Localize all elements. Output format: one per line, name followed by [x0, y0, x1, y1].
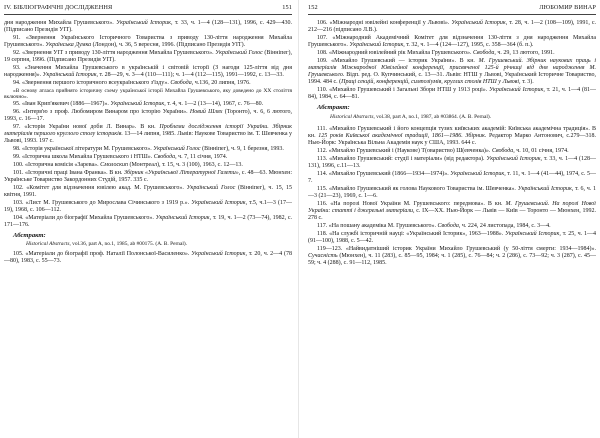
- entry-text: 100. «Історична комісія «Зарева».: [13, 161, 101, 168]
- bibliography-entry: [308, 156, 596, 170]
- abstract-source-journal: Historical Abstracts,: [26, 241, 71, 247]
- bibliography-entry: [308, 223, 596, 230]
- entry-source: Український Голос: [153, 146, 201, 153]
- bibliography-entry: [4, 35, 292, 49]
- bibliography-entry: [4, 124, 292, 146]
- running-head-left: [4, 3, 292, 15]
- bibliography-entry: [4, 20, 292, 34]
- entry-details: т. 33, ч. 1—4 (128—131), 1996, с. 429—430. (Підписано Президія УІТ).: [4, 20, 292, 34]
- abstract-label-right: Абстракт:: [317, 104, 350, 112]
- entry-details: т. 11, ч. 1—4 (41—44), 1974, с. 5—7.: [308, 170, 596, 184]
- entry-details: 13—14 липня, 1985. Львів: Наукове Товариство ім. Т. Шевченка у Львові, 1993. 197 с.: [4, 131, 292, 145]
- abstract-label-left: Абстракт:: [13, 231, 46, 239]
- entry-details: ч. 7, 11 січня, 1974.: [176, 154, 228, 160]
- bibliography-entry: [308, 58, 596, 87]
- entry-text: 119—123. «Найвидатніший історик України Михайло Грушевський (у 50-ліття смерти: 1934—1984)».: [317, 245, 596, 252]
- entry-details: (Монтреал), т. 15, ч. 3 (100), 1963, с. 12—13.: [127, 161, 243, 168]
- entry-source: Український Історик,: [489, 87, 545, 94]
- entry-source: Український Історик,: [110, 101, 166, 108]
- left-page: [4, 0, 292, 438]
- entry-text: 96. «Інтерв'ю з проф. Любомиром Винаром про історію України».: [13, 109, 190, 115]
- entry-details: ч.136, 20 липня, 1976.: [193, 80, 251, 86]
- abstract-source-details: vol.36, part A, no.1, 1985, ab #00175. (A. B. Pernal).: [70, 241, 188, 247]
- section-title: IV. БІБЛІОГРАФІЧНІ ДОСЛІДЖЕННЯ: [4, 4, 113, 11]
- bibliography-entry: [308, 148, 596, 155]
- entry-details: ч. 10, 01 січня, 1974.: [514, 147, 569, 154]
- entry-details: (Лондон), ч. 36, 5 вересня, 1996. (Підписано Президія УІТ).: [91, 42, 246, 49]
- entry-source: Проблеми дослідження історії України. Збірник матеріалів першого круглого столу істориків.: [4, 124, 292, 138]
- entry-details: (Вінніпег), ч. 15, 15 квітня, 1991.: [4, 184, 292, 198]
- entry-details: ч. 29, 13 лютого, 1991.: [495, 50, 555, 56]
- bibliography-entry: [4, 80, 292, 87]
- entry-details: т. 28—29, ч. 3—4 (110—111); ч. 1—4 (112—115), 1991—1992, с. 13—33.: [98, 72, 284, 79]
- entry-details: (Торонто), ч. 6, 6 лютого, 1993, с. 16—17.: [4, 109, 292, 123]
- bibliography-entry: [308, 231, 596, 245]
- entry-text: 112. «Михайло Грушевський і (Наукове) Т(овариство) Ш(евченка)».: [317, 147, 492, 154]
- entry-text: 103. «Лист М. Грушевського до Мирослава Січинського з 1919 р.».: [13, 199, 192, 206]
- entry-source: Український Історик,: [486, 155, 543, 162]
- entry-text: 109. «Михайло Грушевський — історик України». В кн.: [317, 57, 479, 64]
- author-name: ЛЮБОМИР ВИНАР: [539, 4, 596, 11]
- entry-series-details: т. 3).: [520, 79, 534, 86]
- entry-text: 108. «Міжнародний ювілейний рік Михайла Грушевського».: [317, 50, 474, 56]
- entry-text: 105. «Матеріали до біографії проф. Наталії Полонської-Василенко».: [13, 250, 192, 257]
- bibliography-note: [4, 88, 292, 101]
- bibliography-entry: [4, 170, 292, 184]
- entry-source: Свобода,: [473, 50, 496, 56]
- bibliography-entry: [308, 246, 596, 268]
- entry-source: Свобода,: [153, 154, 177, 160]
- bibliography-entry: [4, 50, 292, 64]
- entry-source: Український Історик,: [517, 185, 574, 192]
- right-entries: [308, 20, 596, 102]
- bibliography-entry: [4, 146, 292, 153]
- entry-source: Українська Думка: [45, 42, 92, 49]
- bibliography-entry: [308, 201, 596, 223]
- entry-text: 114. «Михайло Грушевський (1866—1934—1974)».: [317, 170, 451, 177]
- entry-source: Новий Шлях: [189, 109, 223, 115]
- entry-text: 107. «Міжнародний Академічний Комітет для відзначення 130-ліття з дня народження Михайла Грушевського».: [308, 35, 596, 49]
- abstract-source-details: vol.38, part A, no.1, 1987, ab #03864. (A. B. Pernal).: [374, 113, 492, 120]
- entry-text: 113. «Михайло Грушевський: студії і матеріали» (від редактора).: [317, 155, 487, 162]
- entry-source: Український Голос: [186, 184, 236, 191]
- entry-text: 94. «Звернення першого історичного всеукраїнського з'їзду».: [13, 80, 171, 86]
- entry-details: т. 32, ч. 1—4 (124—127), 1995, с. 358—364 (б. п.).: [404, 42, 534, 49]
- bibliography-entry: [4, 65, 292, 79]
- entry-details: т. 4, ч. 1—2 (13—14), 1967, с. 76—80.: [165, 101, 264, 108]
- entry-source: М. Грушевський. Збірник наукових праць і матеріалів Міжнародної Ювілейної конференції, присвяченої 125-й річниці від дня народження М. Грушевського.: [308, 57, 596, 79]
- entry-text: 115. «Михайло Грушевський як голова Наукового Товариства ім. Шевченка».: [317, 185, 518, 192]
- entry-source: Український Історик,: [191, 250, 247, 257]
- left-entries: [4, 20, 292, 229]
- entry-source: Український Історик,: [42, 72, 99, 79]
- entry-source: Український Голос: [215, 50, 263, 56]
- entry-source: Свобода,: [491, 147, 515, 154]
- bibliography-entry: [308, 35, 596, 49]
- bibliography-entry: [308, 126, 596, 148]
- entry-details: Відп. ред. О. Купчинський, с. 13—31. Львів: НТШ у Львові, Український Історичне Товариство, 1994. 484 с. (: [308, 72, 596, 86]
- entry-details: т. 6, ч. 1—3 (21—23), 1969, с. 1—6.: [308, 185, 596, 199]
- right-entries-2: [308, 126, 596, 268]
- entry-details: (Вінніпег), 19 серпня, 1996. (Підписано Президія УІТ).: [4, 50, 292, 64]
- entry-text: 95. «Іван Крип'якевич (1886—1967)».: [13, 101, 111, 108]
- entry-source: Свобода,: [170, 80, 194, 86]
- entry-text: «В основу атласа прийнято історичну схему української історії Михайла Грушевського, яку доведено до XX століття включно».: [4, 87, 292, 101]
- entry-details: (Вінніпег), ч. 9, 1 березня, 1993.: [200, 146, 284, 153]
- entry-text: дня народження Михайла Грушевського».: [4, 20, 117, 26]
- entry-text: 110. «Михайло Грушевський і Загальні Збори НТШ у 1913 році».: [317, 87, 490, 94]
- entry-source: Український Історик,: [450, 170, 506, 177]
- entry-text: 91. «Звернення Українського Історичного Товариства з приводу 130-ліття народження Михайла Грушевського».: [4, 35, 292, 49]
- bibliography-entry: [4, 162, 292, 169]
- entry-series: Праці секцій, конференцій, симпозіумів, круглих столів НТШ у Львові,: [341, 79, 521, 86]
- abstract-source-journal: Historical Abstracts,: [330, 113, 375, 120]
- bibliography-entry: [4, 200, 292, 214]
- entry-text: 101. «Історичні праці Івана Франка». В кн.: [13, 169, 124, 176]
- entry-source: 125 років Київської академічної традиції, 1861—1986. Збірник.: [318, 132, 487, 139]
- bibliography-entry: [4, 215, 292, 229]
- page-number-right: 152: [308, 4, 318, 11]
- bibliography-entry: [308, 186, 596, 200]
- entry-details: т. 19, ч. 1—2 (73—74), 1982, с. 171—176.: [4, 214, 292, 228]
- entry-details: ч. 224, 24 листопада, 1984, с. 3—4.: [460, 222, 551, 229]
- entry-text: 118. «На службі історичній науці: «Український Історик», 1963—1988».: [317, 230, 506, 237]
- entry-source: Український Історик,: [116, 20, 173, 26]
- abstract-source-left: [26, 241, 292, 248]
- bibliography-entry: [308, 171, 596, 185]
- right-page: [308, 0, 596, 438]
- bibliography-entry: [308, 20, 596, 34]
- entry-text: 97. «Історія України нової доби Л. Винар». В кн.: [13, 124, 160, 130]
- entry-text: 116. «На порозі Нової України М. Грушевського: передмова». В кн.: [317, 200, 506, 207]
- entry-details: т. 21, ч. 1—4 (81—84), 1984, с. 64—81.: [308, 87, 596, 101]
- entry-text: 99. «Історична школа Михайла Грушевського і НТШ».: [13, 154, 154, 160]
- running-head-right: [308, 3, 596, 15]
- entry-details: т. 25, ч. 1—4 (91—100), 1988, с. 5—42.: [308, 230, 596, 244]
- entry-details: т. 20, ч. 2—4 (78—80), 1983, с. 55—73.: [4, 250, 292, 264]
- bibliography-entry-105: [4, 251, 292, 265]
- entry-source: Український Історик,: [349, 42, 405, 49]
- entry-source: Сучасність: [308, 252, 338, 259]
- entry-details: т. 33, ч. 1—4 (128—131), 1996, с.11—13.: [308, 155, 596, 169]
- entry-text: 106. «Міжнародні ювілейні конференції у Львові».: [317, 20, 452, 26]
- entry-text: 102. «Комітет для відзначення ювілею акад. М. Грушевського».: [13, 184, 187, 191]
- entry-source: Смолоскип: [100, 161, 128, 168]
- entry-details: с. IX—XX. Нью-Йорк — Львів — Київ — Торонто — Мюнхен, 1992. 278 с.: [308, 207, 596, 222]
- page-gutter: [298, 0, 299, 438]
- entry-details: с. 48—63. Мюнхен: Українське Товариство Закордонних Студій, 1957. 335 с.: [4, 169, 292, 183]
- bibliography-entry: [4, 154, 292, 161]
- entry-text: 93. «Значення Михайла Грушевського в українській і світовій історії (З нагоди 125-ліття від дня народження)».: [4, 65, 292, 79]
- entry-source: Український Історик,: [191, 199, 248, 206]
- page-number-left: 151: [282, 4, 292, 11]
- bibliography-entry: [4, 101, 292, 108]
- entry-source: Український Історик,: [451, 20, 508, 26]
- entry-source: Свобода,: [437, 222, 461, 229]
- bibliography-entry: [308, 87, 596, 101]
- bibliography-entry: [308, 50, 596, 57]
- entry-source: Збірник «Української Літературної Газети»,: [123, 169, 241, 176]
- entry-source: Український Історик,: [155, 214, 212, 221]
- entry-text: 117. «На пошану академіка М. Грушевського».: [317, 222, 438, 229]
- entry-details: т. 28, ч. 1—2 (108—109), 1991, с. 212—216 (підписано Л.В.).: [308, 20, 596, 34]
- entry-source: Український Історик,: [505, 230, 561, 237]
- bibliography-entry: [4, 185, 292, 199]
- bibliography-entry: [4, 109, 292, 123]
- entry-text: 98. «Історія української літератури М. Грушевського».: [13, 146, 154, 153]
- entry-details: Редактор Марко Антонович, с.279—318. Нью-Йорк: Українська Вільна Академія наук у США, 1993. 644 с.: [308, 132, 596, 147]
- entry-details: т.5, ч.1—3 (17—19), 1968, с. 106—112.: [4, 199, 292, 213]
- entry-text: 104. «Матеріали до біографії Михайла Грушевського».: [13, 214, 156, 221]
- entry-text: 111. «Михайло Грушевський і його концепція тузих київських академій: Київська академічна традиція». В кн.: [308, 125, 596, 139]
- entry-details: (Мюнхен), ч. 11 (283), с. 85—95, 1984; ч. 1 (285), с. 76—84; ч. 2 (286), с. 73—92; ч. 3 (287), с. 45—59; ч. 4 (288), с. 91—112, 1985.: [308, 252, 596, 267]
- abstract-source-right: [330, 114, 596, 121]
- entry-text: 92. «Звернення УІТ з приводу 130-ліття народження Михайла Грушевського».: [13, 50, 216, 56]
- entry-source: М. Грушевський. На порозі Нової України: статті і джерельні матеріали,: [308, 200, 596, 214]
